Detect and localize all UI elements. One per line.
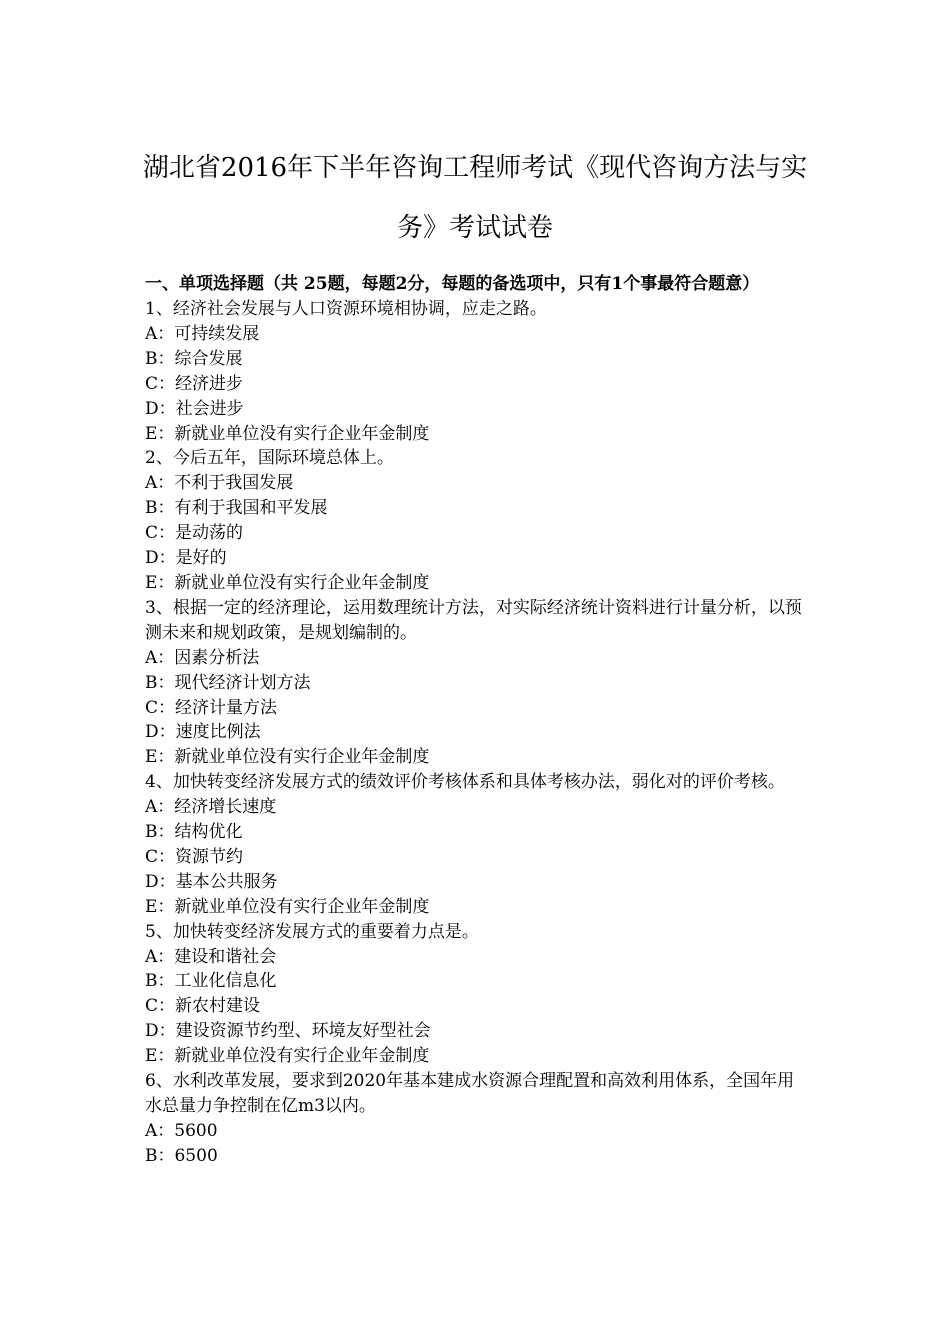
question-stem: 1、经济社会发展与人口资源环境相协调，应走之路。 xyxy=(145,299,547,319)
question-block xyxy=(145,770,810,919)
question-stem: 6、水利改革发展，要求到2020年基本建成水资源合理配置和高效利用体系，全国年用水总量力争控制在亿m3以内。 xyxy=(145,1071,795,1116)
answer-option: E：新就业单位没有实行企业年金制度 xyxy=(145,572,430,593)
question-block xyxy=(145,446,810,595)
answer-option: A：建设和谐社会 xyxy=(145,946,277,967)
answer-option: E：新就业单位没有实行企业年金制度 xyxy=(145,423,430,444)
answer-option: C：经济计量方法 xyxy=(145,697,278,718)
answer-option: B：现代经济计划方法 xyxy=(145,672,311,693)
answer-option: E：新就业单位没有实行企业年金制度 xyxy=(145,1046,430,1067)
answer-option: A：因素分析法 xyxy=(145,647,260,668)
answer-option: B：综合发展 xyxy=(145,348,243,369)
answer-option: A：不利于我国发展 xyxy=(145,473,294,494)
answer-option: A：可持续发展 xyxy=(145,323,260,344)
section-heading: 一、单项选择题（共 25题，每题2分，每题的备选项中，只有1个事最符合题意） xyxy=(145,274,760,294)
document-title xyxy=(140,138,810,258)
question-stem: 5、加快转变经济发展方式的重要着力点是。 xyxy=(145,921,479,942)
exam-content xyxy=(145,272,810,1169)
question-block xyxy=(145,297,810,446)
question-block xyxy=(145,1069,810,1169)
title-line-1: 湖北省2016年下半年咨询工程师考试《现代咨询方法与实 xyxy=(142,153,808,183)
answer-option: C：是动荡的 xyxy=(145,523,244,544)
answer-option: C：资源节约 xyxy=(145,846,244,867)
question-stem: 4、加快转变经济发展方式的绩效评价考核体系和具体考核办法，弱化对的评价考核。 xyxy=(145,772,785,793)
answer-option: B：6500 xyxy=(145,1145,218,1166)
answer-option: C：经济进步 xyxy=(145,373,244,394)
answer-option: D：速度比例法 xyxy=(145,722,261,743)
answer-option: B：有利于我国和平发展 xyxy=(145,498,328,519)
answer-option: C：新农村建设 xyxy=(145,996,261,1017)
answer-option: D：基本公共服务 xyxy=(145,871,278,892)
answer-option: B：结构优化 xyxy=(145,822,243,843)
answer-option: D：是好的 xyxy=(145,548,227,569)
answer-option: D：建设资源节约型、环境友好型社会 xyxy=(145,1021,431,1042)
title-line-2: 务》考试试卷 xyxy=(396,213,553,243)
answer-option: E：新就业单位没有实行企业年金制度 xyxy=(145,747,430,768)
answer-option: E：新就业单位没有实行企业年金制度 xyxy=(145,896,430,917)
answer-option: D：社会进步 xyxy=(145,398,244,419)
question-stem: 2、今后五年，国际环境总体上。 xyxy=(145,448,394,469)
question-block xyxy=(145,596,810,770)
answer-option: A：5600 xyxy=(145,1120,218,1141)
answer-option: A：经济增长速度 xyxy=(145,797,277,818)
answer-option: B：工业化信息化 xyxy=(145,971,277,992)
question-block xyxy=(145,920,810,1069)
question-list xyxy=(145,297,810,1169)
question-stem: 3、根据一定的经济理论，运用数理统计方法，对实际经济统计资料进行计量分析，以预测未来和规划政策，是规划编制的。 xyxy=(145,597,802,643)
